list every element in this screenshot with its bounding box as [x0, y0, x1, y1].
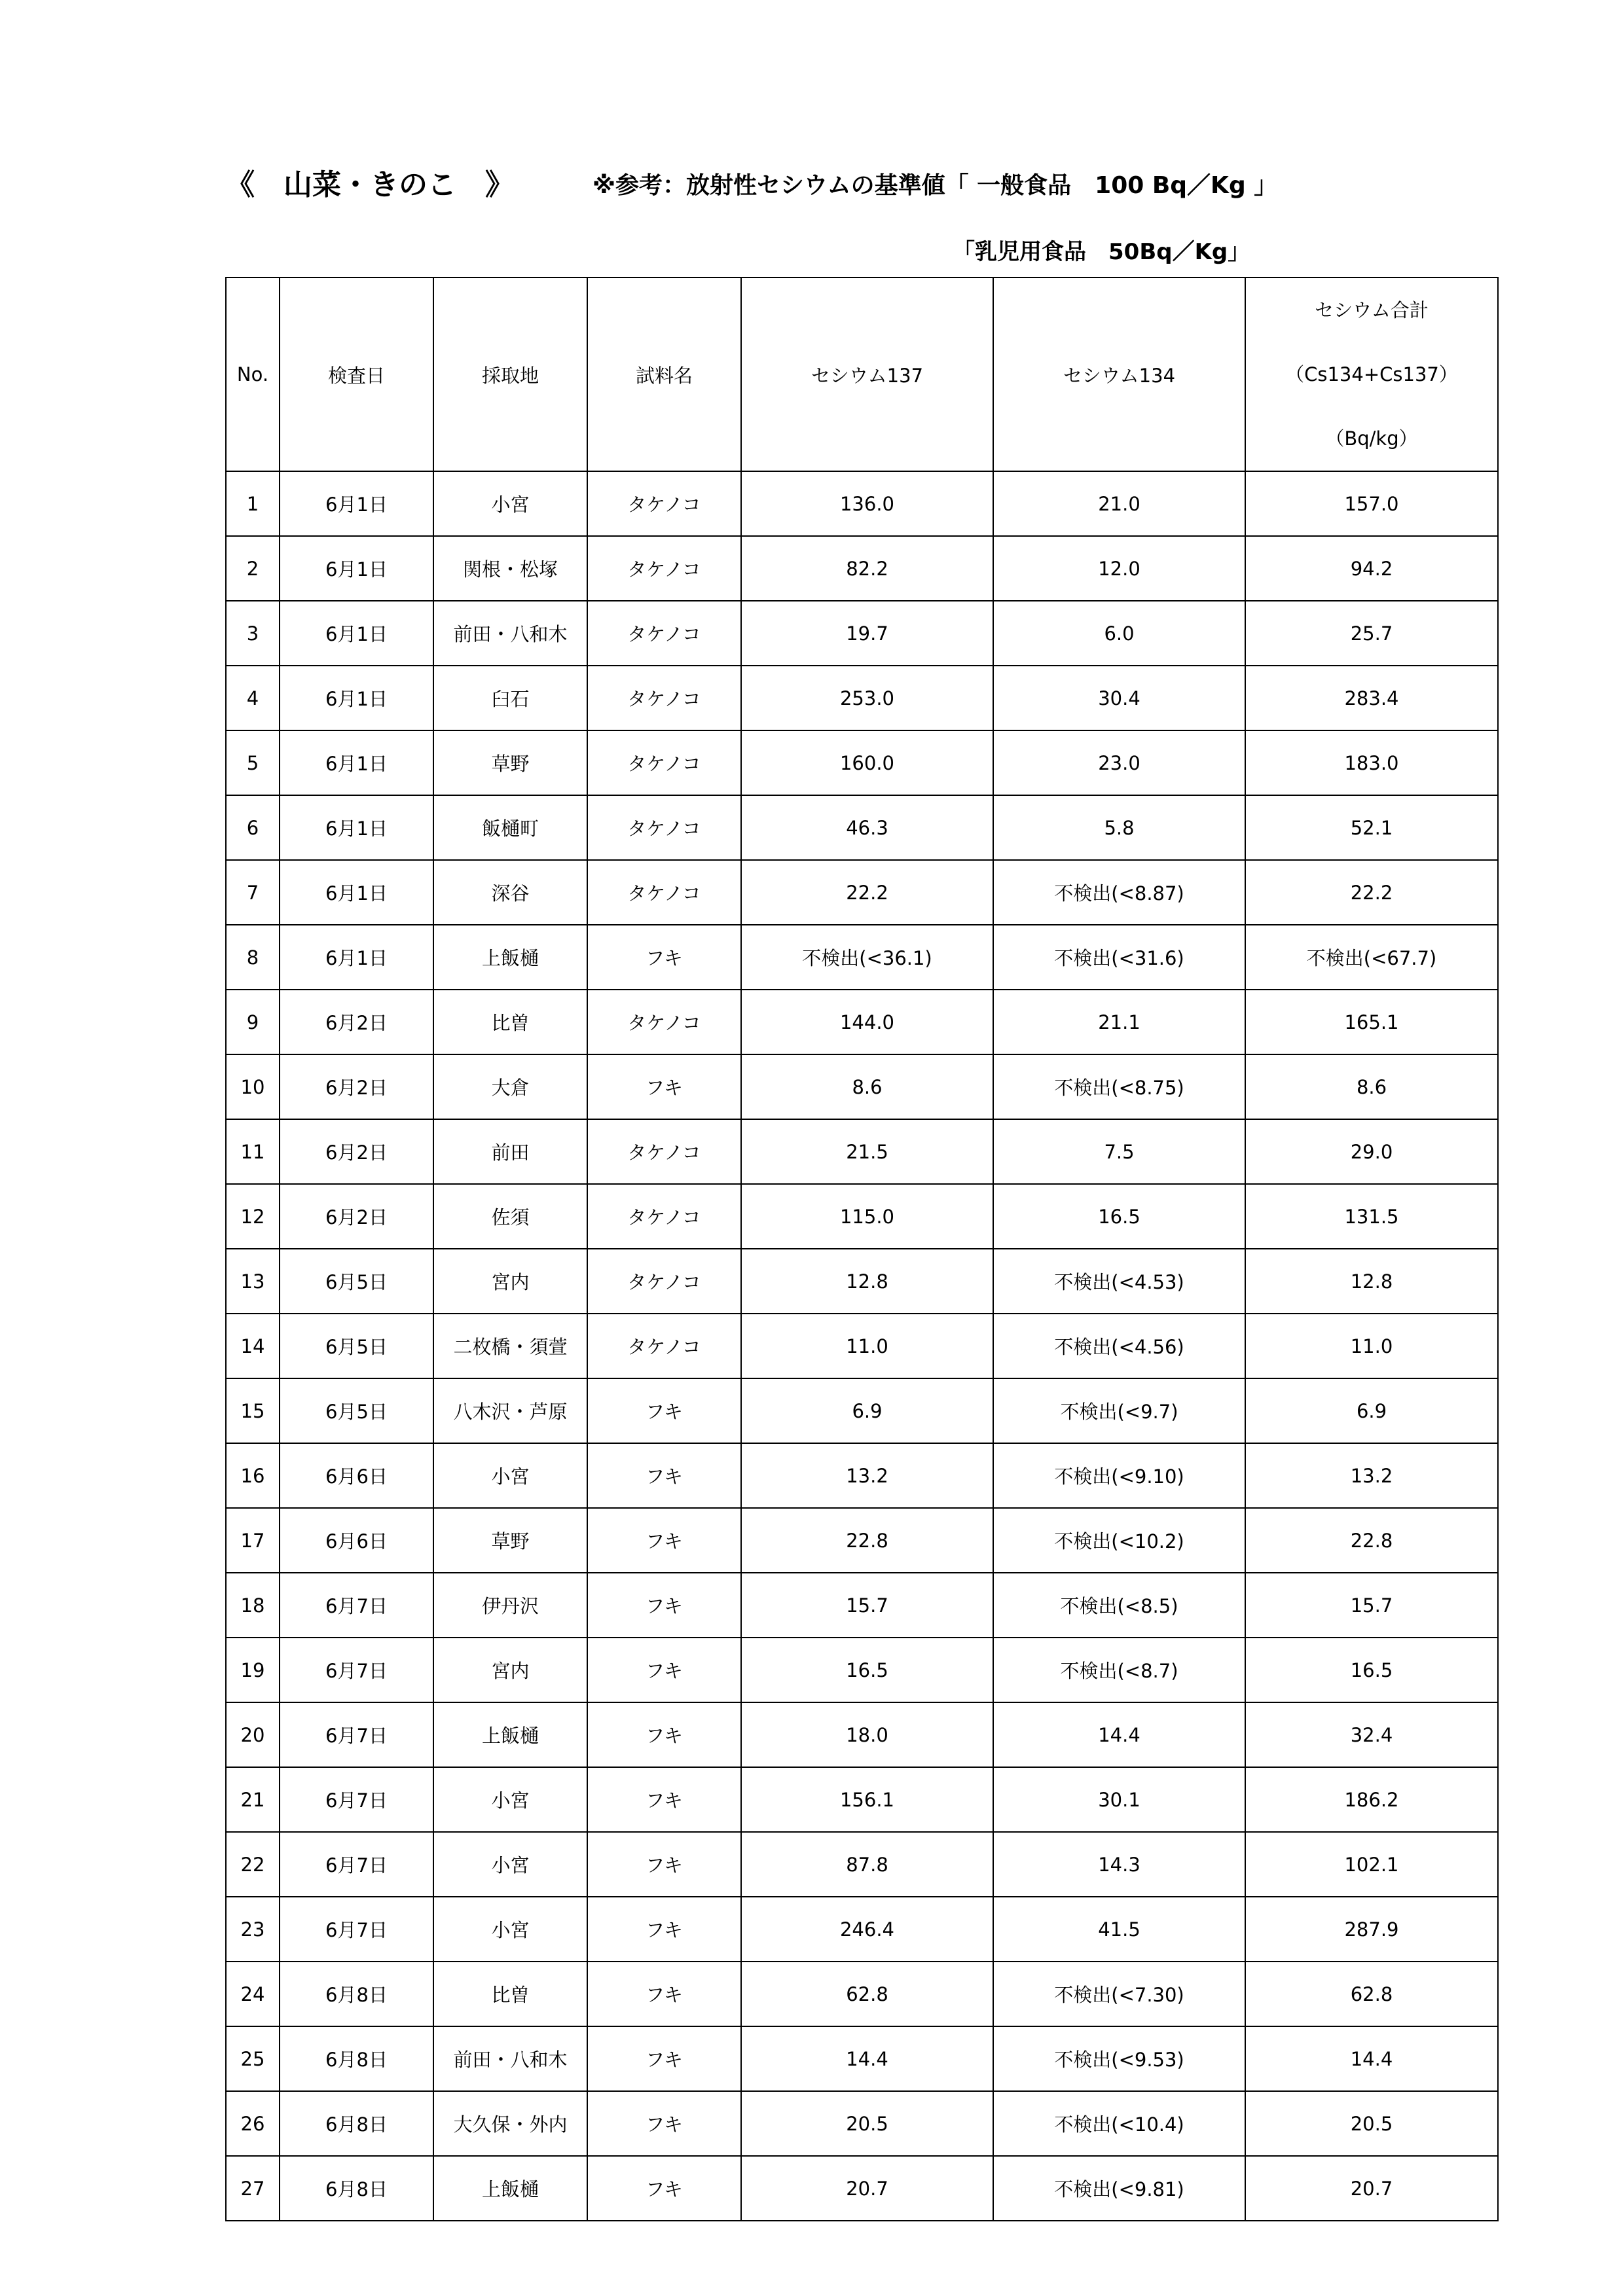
cell-cs137: 18.0	[741, 1702, 993, 1767]
cell-date: 6月7日	[280, 1767, 433, 1832]
table-row	[226, 1378, 1498, 1443]
cell-cs134: 不検出(<10.2)	[993, 1508, 1245, 1573]
table-row	[226, 1314, 1498, 1378]
cell-total: 15.7	[1245, 1573, 1498, 1638]
cell-place: 宮内	[433, 1638, 587, 1702]
cell-place: 関根・松塚	[433, 536, 587, 601]
cell-sample: フキ	[587, 1962, 741, 2026]
cell-sample: タケノコ	[587, 730, 741, 795]
cell-total: 29.0	[1245, 1119, 1498, 1184]
table-row	[226, 666, 1498, 730]
cell-date: 6月1日	[280, 601, 433, 666]
cell-no: 22	[226, 1832, 280, 1897]
cell-no: 5	[226, 730, 280, 795]
cell-cs134: 不検出(<8.5)	[993, 1573, 1245, 1638]
cell-place: 大久保・外内	[433, 2091, 587, 2156]
cell-no: 7	[226, 860, 280, 925]
cell-date: 6月5日	[280, 1378, 433, 1443]
cell-date: 6月6日	[280, 1443, 433, 1508]
table-row	[226, 860, 1498, 925]
cell-no: 11	[226, 1119, 280, 1184]
cell-cs134: 23.0	[993, 730, 1245, 795]
cell-total: 13.2	[1245, 1443, 1498, 1508]
cell-date: 6月2日	[280, 1054, 433, 1119]
cell-date: 6月5日	[280, 1249, 433, 1314]
cell-no: 15	[226, 1378, 280, 1443]
cell-place: 飯樋町	[433, 795, 587, 860]
cell-date: 6月8日	[280, 1962, 433, 2026]
cell-cs137: 82.2	[741, 536, 993, 601]
table-row	[226, 1832, 1498, 1897]
cell-cs134: 不検出(<9.81)	[993, 2156, 1245, 2221]
cell-sample: フキ	[587, 1054, 741, 1119]
cell-total: 32.4	[1245, 1702, 1498, 1767]
table-row	[226, 795, 1498, 860]
table-row	[226, 990, 1498, 1054]
cell-sample: タケノコ	[587, 1119, 741, 1184]
cell-total: 131.5	[1245, 1184, 1498, 1249]
header-no: No.	[226, 278, 280, 471]
cell-total: 52.1	[1245, 795, 1498, 860]
cell-cs134: 30.1	[993, 1767, 1245, 1832]
cell-date: 6月8日	[280, 2156, 433, 2221]
cell-date: 6月8日	[280, 2091, 433, 2156]
table-row	[226, 730, 1498, 795]
cell-cs137: 62.8	[741, 1962, 993, 2026]
cell-cs137: 6.9	[741, 1378, 993, 1443]
reference-standard-general: ※参考：放射性セシウムの基準値「 一般食品 100 Bq／Kg 」	[593, 172, 1278, 199]
cell-cs137: 20.7	[741, 2156, 993, 2221]
cell-cs137: 16.5	[741, 1638, 993, 1702]
cell-date: 6月2日	[280, 1184, 433, 1249]
cell-place: 比曽	[433, 990, 587, 1054]
cell-cs137: 15.7	[741, 1573, 993, 1638]
cell-total: 14.4	[1245, 2026, 1498, 2091]
cell-cs134: 不検出(<7.30)	[993, 1962, 1245, 2026]
cell-cs137: 19.7	[741, 601, 993, 666]
cell-cs137: 21.5	[741, 1119, 993, 1184]
cell-cs137: 156.1	[741, 1767, 993, 1832]
cell-cs134: 30.4	[993, 666, 1245, 730]
cell-cs137: 12.8	[741, 1249, 993, 1314]
table-row	[226, 1119, 1498, 1184]
cell-sample: タケノコ	[587, 990, 741, 1054]
cell-total: 6.9	[1245, 1378, 1498, 1443]
cell-total: 186.2	[1245, 1767, 1498, 1832]
cell-cs134: 16.5	[993, 1184, 1245, 1249]
cell-sample: タケノコ	[587, 536, 741, 601]
cell-sample: タケノコ	[587, 601, 741, 666]
cell-no: 23	[226, 1897, 280, 1962]
cell-total: 165.1	[1245, 990, 1498, 1054]
cell-no: 10	[226, 1054, 280, 1119]
cell-cs134: 14.3	[993, 1832, 1245, 1897]
cell-total: 25.7	[1245, 601, 1498, 666]
cell-total: 16.5	[1245, 1638, 1498, 1702]
cell-sample: タケノコ	[587, 1249, 741, 1314]
cell-place: 小宮	[433, 1767, 587, 1832]
cell-date: 6月1日	[280, 860, 433, 925]
cell-no: 25	[226, 2026, 280, 2091]
cell-no: 19	[226, 1638, 280, 1702]
cell-cs137: 160.0	[741, 730, 993, 795]
cell-cs137: 246.4	[741, 1897, 993, 1962]
cell-sample: タケノコ	[587, 666, 741, 730]
cell-no: 18	[226, 1573, 280, 1638]
table-row	[226, 1249, 1498, 1314]
cell-total: 183.0	[1245, 730, 1498, 795]
cell-cs134: 不検出(<4.56)	[993, 1314, 1245, 1378]
cell-place: 深谷	[433, 860, 587, 925]
cell-sample: タケノコ	[587, 1314, 741, 1378]
table-row	[226, 2026, 1498, 2091]
cell-place: 比曽	[433, 1962, 587, 2026]
cell-place: 小宮	[433, 471, 587, 536]
cell-cs137: 22.8	[741, 1508, 993, 1573]
cell-sample: フキ	[587, 1638, 741, 1702]
cell-sample: フキ	[587, 1702, 741, 1767]
results-table	[225, 277, 1499, 2221]
cell-sample: タケノコ	[587, 860, 741, 925]
cell-sample: タケノコ	[587, 1184, 741, 1249]
cell-date: 6月7日	[280, 1897, 433, 1962]
cell-sample: フキ	[587, 925, 741, 990]
cell-sample: タケノコ	[587, 795, 741, 860]
cell-cs134: 5.8	[993, 795, 1245, 860]
cell-total: 20.7	[1245, 2156, 1498, 2221]
cell-date: 6月1日	[280, 666, 433, 730]
cell-place: 八木沢・芦原	[433, 1378, 587, 1443]
header-total-line3: （Bq/kg）	[1325, 427, 1418, 450]
cell-no: 1	[226, 471, 280, 536]
cell-place: 佐須	[433, 1184, 587, 1249]
cell-date: 6月7日	[280, 1832, 433, 1897]
cell-total: 11.0	[1245, 1314, 1498, 1378]
table-row	[226, 1054, 1498, 1119]
cell-cs134: 7.5	[993, 1119, 1245, 1184]
cell-total: 102.1	[1245, 1832, 1498, 1897]
table-row	[226, 1702, 1498, 1767]
cell-sample: フキ	[587, 2156, 741, 2221]
cell-total: 20.5	[1245, 2091, 1498, 2156]
table-row	[226, 1962, 1498, 2026]
header-sample: 試料名	[587, 278, 741, 471]
header-cs137: セシウム137	[741, 278, 993, 471]
cell-cs134: 不検出(<31.6)	[993, 925, 1245, 990]
table-row	[226, 536, 1498, 601]
cell-date: 6月2日	[280, 1119, 433, 1184]
cell-cs134: 14.4	[993, 1702, 1245, 1767]
cell-place: 上飯樋	[433, 925, 587, 990]
cell-place: 上飯樋	[433, 2156, 587, 2221]
header-place: 採取地	[433, 278, 587, 471]
cell-date: 6月6日	[280, 1508, 433, 1573]
cell-place: 上飯樋	[433, 1702, 587, 1767]
cell-cs137: 20.5	[741, 2091, 993, 2156]
cell-cs137: 不検出(<36.1)	[741, 925, 993, 990]
cell-no: 12	[226, 1184, 280, 1249]
table-row	[226, 1184, 1498, 1249]
cell-cs137: 13.2	[741, 1443, 993, 1508]
table-row	[226, 2091, 1498, 2156]
cell-cs137: 144.0	[741, 990, 993, 1054]
cell-cs134: 不検出(<8.7)	[993, 1638, 1245, 1702]
cell-place: 小宮	[433, 1443, 587, 1508]
cell-cs134: 不検出(<9.7)	[993, 1378, 1245, 1443]
cell-sample: フキ	[587, 1832, 741, 1897]
cell-date: 6月1日	[280, 730, 433, 795]
cell-cs134: 6.0	[993, 601, 1245, 666]
cell-total: 8.6	[1245, 1054, 1498, 1119]
page-title: 《 山菜・きのこ 》	[226, 168, 514, 202]
cell-total: 62.8	[1245, 1962, 1498, 2026]
cell-total: 283.4	[1245, 666, 1498, 730]
cell-no: 27	[226, 2156, 280, 2221]
cell-no: 8	[226, 925, 280, 990]
cell-cs134: 不検出(<9.10)	[993, 1443, 1245, 1508]
cell-no: 14	[226, 1314, 280, 1378]
table-body	[226, 471, 1498, 2221]
header-total	[1245, 278, 1498, 471]
cell-cs137: 115.0	[741, 1184, 993, 1249]
header-cs134: セシウム134	[993, 278, 1245, 471]
header-total-line1: セシウム合計	[1315, 299, 1429, 321]
table-row	[226, 2156, 1498, 2221]
table-row	[226, 1638, 1498, 1702]
cell-date: 6月2日	[280, 990, 433, 1054]
table-row	[226, 1508, 1498, 1573]
cell-sample: フキ	[587, 1508, 741, 1573]
cell-cs134: 不検出(<8.87)	[993, 860, 1245, 925]
cell-no: 16	[226, 1443, 280, 1508]
cell-place: 二枚橋・須萱	[433, 1314, 587, 1378]
table-row	[226, 601, 1498, 666]
table-header-row	[226, 278, 1498, 471]
cell-date: 6月1日	[280, 471, 433, 536]
cell-place: 宮内	[433, 1249, 587, 1314]
cell-date: 6月7日	[280, 1573, 433, 1638]
cell-cs134: 12.0	[993, 536, 1245, 601]
cell-place: 前田・八和木	[433, 2026, 587, 2091]
cell-date: 6月1日	[280, 795, 433, 860]
cell-sample: フキ	[587, 1897, 741, 1962]
cell-date: 6月1日	[280, 925, 433, 990]
reference-standard-infant: 「乳児用食品 50Bq／Kg」	[953, 239, 1250, 265]
cell-total: 12.8	[1245, 1249, 1498, 1314]
cell-place: 草野	[433, 1508, 587, 1573]
cell-sample: フキ	[587, 1573, 741, 1638]
cell-place: 小宮	[433, 1897, 587, 1962]
cell-sample: フキ	[587, 1443, 741, 1508]
cell-sample: タケノコ	[587, 471, 741, 536]
cell-total: 287.9	[1245, 1897, 1498, 1962]
cell-sample: フキ	[587, 1767, 741, 1832]
cell-cs134: 41.5	[993, 1897, 1245, 1962]
cell-total: 157.0	[1245, 471, 1498, 536]
cell-cs134: 不検出(<10.4)	[993, 2091, 1245, 2156]
cell-no: 9	[226, 990, 280, 1054]
cell-place: 小宮	[433, 1832, 587, 1897]
cell-place: 草野	[433, 730, 587, 795]
cell-place: 前田・八和木	[433, 601, 587, 666]
cell-cs137: 253.0	[741, 666, 993, 730]
cell-cs134: 21.1	[993, 990, 1245, 1054]
cell-no: 24	[226, 1962, 280, 2026]
cell-sample: フキ	[587, 1378, 741, 1443]
cell-total: 94.2	[1245, 536, 1498, 601]
cell-place: 伊丹沢	[433, 1573, 587, 1638]
cell-date: 6月1日	[280, 536, 433, 601]
table-row	[226, 471, 1498, 536]
cell-cs137: 46.3	[741, 795, 993, 860]
cell-date: 6月5日	[280, 1314, 433, 1378]
cell-no: 4	[226, 666, 280, 730]
table-row	[226, 1573, 1498, 1638]
cell-no: 3	[226, 601, 280, 666]
cell-cs134: 不検出(<8.75)	[993, 1054, 1245, 1119]
cell-total: 不検出(<67.7)	[1245, 925, 1498, 990]
cell-total: 22.8	[1245, 1508, 1498, 1573]
cell-no: 20	[226, 1702, 280, 1767]
cell-total: 22.2	[1245, 860, 1498, 925]
header-total-line2: （Cs134+Cs137）	[1285, 363, 1458, 386]
cell-cs137: 8.6	[741, 1054, 993, 1119]
cell-cs137: 87.8	[741, 1832, 993, 1897]
cell-cs134: 不検出(<4.53)	[993, 1249, 1245, 1314]
table-row	[226, 925, 1498, 990]
cell-no: 6	[226, 795, 280, 860]
cell-cs134: 不検出(<9.53)	[993, 2026, 1245, 2091]
cell-cs134: 21.0	[993, 471, 1245, 536]
cell-cs137: 14.4	[741, 2026, 993, 2091]
cell-no: 26	[226, 2091, 280, 2156]
table-row	[226, 1767, 1498, 1832]
cell-no: 2	[226, 536, 280, 601]
cell-date: 6月7日	[280, 1638, 433, 1702]
table-row	[226, 1897, 1498, 1962]
cell-date: 6月7日	[280, 1702, 433, 1767]
cell-place: 臼石	[433, 666, 587, 730]
cell-cs137: 22.2	[741, 860, 993, 925]
cell-place: 大倉	[433, 1054, 587, 1119]
cell-sample: フキ	[587, 2091, 741, 2156]
cell-sample: フキ	[587, 2026, 741, 2091]
cell-cs137: 136.0	[741, 471, 993, 536]
cell-no: 13	[226, 1249, 280, 1314]
cell-place: 前田	[433, 1119, 587, 1184]
cell-cs137: 11.0	[741, 1314, 993, 1378]
cell-no: 17	[226, 1508, 280, 1573]
header-date: 検査日	[280, 278, 433, 471]
cell-no: 21	[226, 1767, 280, 1832]
table-row	[226, 1443, 1498, 1508]
cell-date: 6月8日	[280, 2026, 433, 2091]
